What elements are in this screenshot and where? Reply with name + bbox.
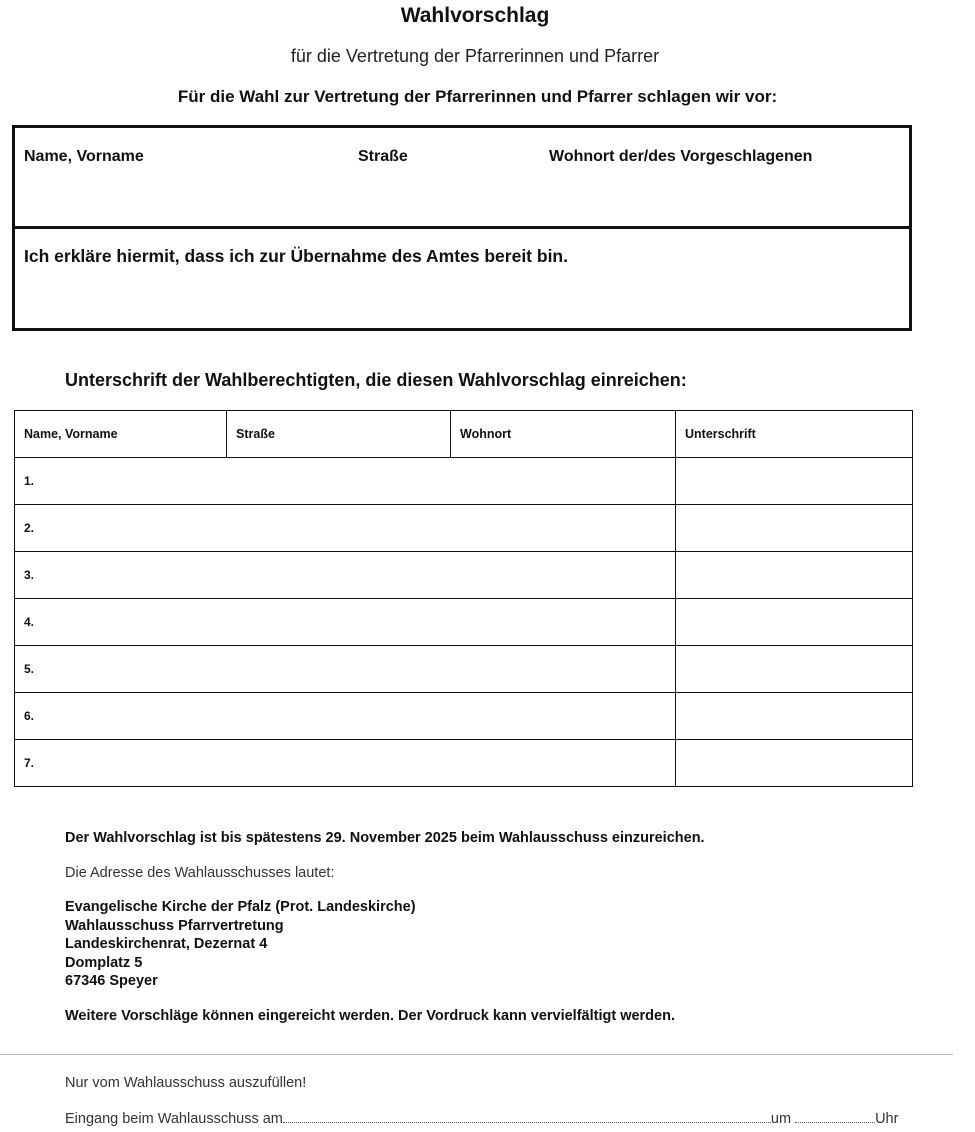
row-signature-cell[interactable] — [676, 458, 913, 505]
address-line: Landeskirchenrat, Dezernat 4 — [65, 936, 268, 952]
candidate-street-label: Straße — [358, 148, 408, 165]
candidate-name-label: Name, Vorname — [24, 148, 144, 165]
row-entry-cell[interactable]: 5. — [15, 646, 676, 693]
signatures-heading: Unterschrift der Wahlberechtigten, die diesen Wahlvorschlag einreichen: — [65, 370, 687, 390]
candidate-fields-row[interactable] — [15, 128, 909, 229]
document-title: Wahlvorschlag — [400, 4, 550, 27]
office-only-note: Nur vom Wahlausschuss auszufüllen! — [65, 1075, 307, 1091]
header-street: Straße — [227, 411, 451, 458]
row-signature-cell[interactable] — [676, 552, 913, 599]
row-entry-cell[interactable]: 4. — [15, 599, 676, 646]
signatures-table — [14, 410, 913, 787]
row-signature-cell[interactable] — [676, 646, 913, 693]
receipt-time-field[interactable] — [795, 1110, 875, 1123]
table-row — [15, 599, 913, 646]
address-line: Evangelische Kirche der Pfalz (Prot. Landeskirche) — [65, 899, 416, 915]
row-signature-cell[interactable] — [676, 693, 913, 740]
committee-address — [65, 898, 416, 991]
receipt-um-label: um — [770, 1111, 792, 1127]
declaration-text: Ich erkläre hiermit, dass ich zur Übernahme des Amtes bereit bin. — [24, 246, 568, 266]
document-subtitle: für die Vertretung der Pfarrerinnen und Pfarrer — [290, 46, 660, 66]
receipt-date-field[interactable] — [283, 1110, 771, 1123]
table-row — [15, 646, 913, 693]
row-entry-cell[interactable]: 2. — [15, 505, 676, 552]
candidate-residence-label: Wohnort der/des Vorgeschlagenen — [549, 148, 813, 165]
row-signature-cell[interactable] — [676, 599, 913, 646]
table-row — [15, 458, 913, 505]
address-line: 67346 Speyer — [65, 973, 158, 989]
header-residence: Wohnort — [451, 411, 676, 458]
deadline-text: Der Wahlvorschlag ist bis spätestens 29. November 2025 beim Wahlausschuss einzureichen. — [65, 830, 705, 846]
candidate-box — [12, 125, 912, 331]
header-signature: Unterschrift — [676, 411, 913, 458]
receipt-uhr-label: Uhr — [875, 1111, 899, 1127]
row-signature-cell[interactable] — [676, 505, 913, 552]
address-line: Domplatz 5 — [65, 954, 143, 971]
table-row — [15, 552, 913, 599]
row-entry-cell[interactable]: 6. — [15, 693, 676, 740]
declaration-row[interactable] — [15, 229, 909, 328]
row-entry-cell[interactable]: 1. — [15, 458, 676, 505]
receipt-label: Eingang beim Wahlausschuss am — [65, 1111, 283, 1127]
section-divider — [0, 1054, 953, 1055]
table-header-row — [15, 411, 913, 458]
intro-text: Für die Wahl zur Vertretung der Pfarrerinnen und Pfarrer schlagen wir vor: — [177, 87, 778, 106]
row-entry-cell[interactable]: 7. — [15, 740, 676, 787]
table-row — [15, 740, 913, 787]
row-signature-cell[interactable] — [676, 740, 913, 787]
further-note: Weitere Vorschläge können eingereicht werden. Der Vordruck kann vervielfältigt werden. — [65, 1008, 675, 1024]
table-row — [15, 505, 913, 552]
address-intro: Die Adresse des Wahlausschusses lautet: — [65, 865, 335, 881]
receipt-line — [65, 1110, 898, 1127]
table-row — [15, 693, 913, 740]
row-entry-cell[interactable]: 3. — [15, 552, 676, 599]
address-line: Wahlausschuss Pfarrvertretung — [65, 917, 284, 934]
header-name: Name, Vorname — [15, 411, 227, 458]
